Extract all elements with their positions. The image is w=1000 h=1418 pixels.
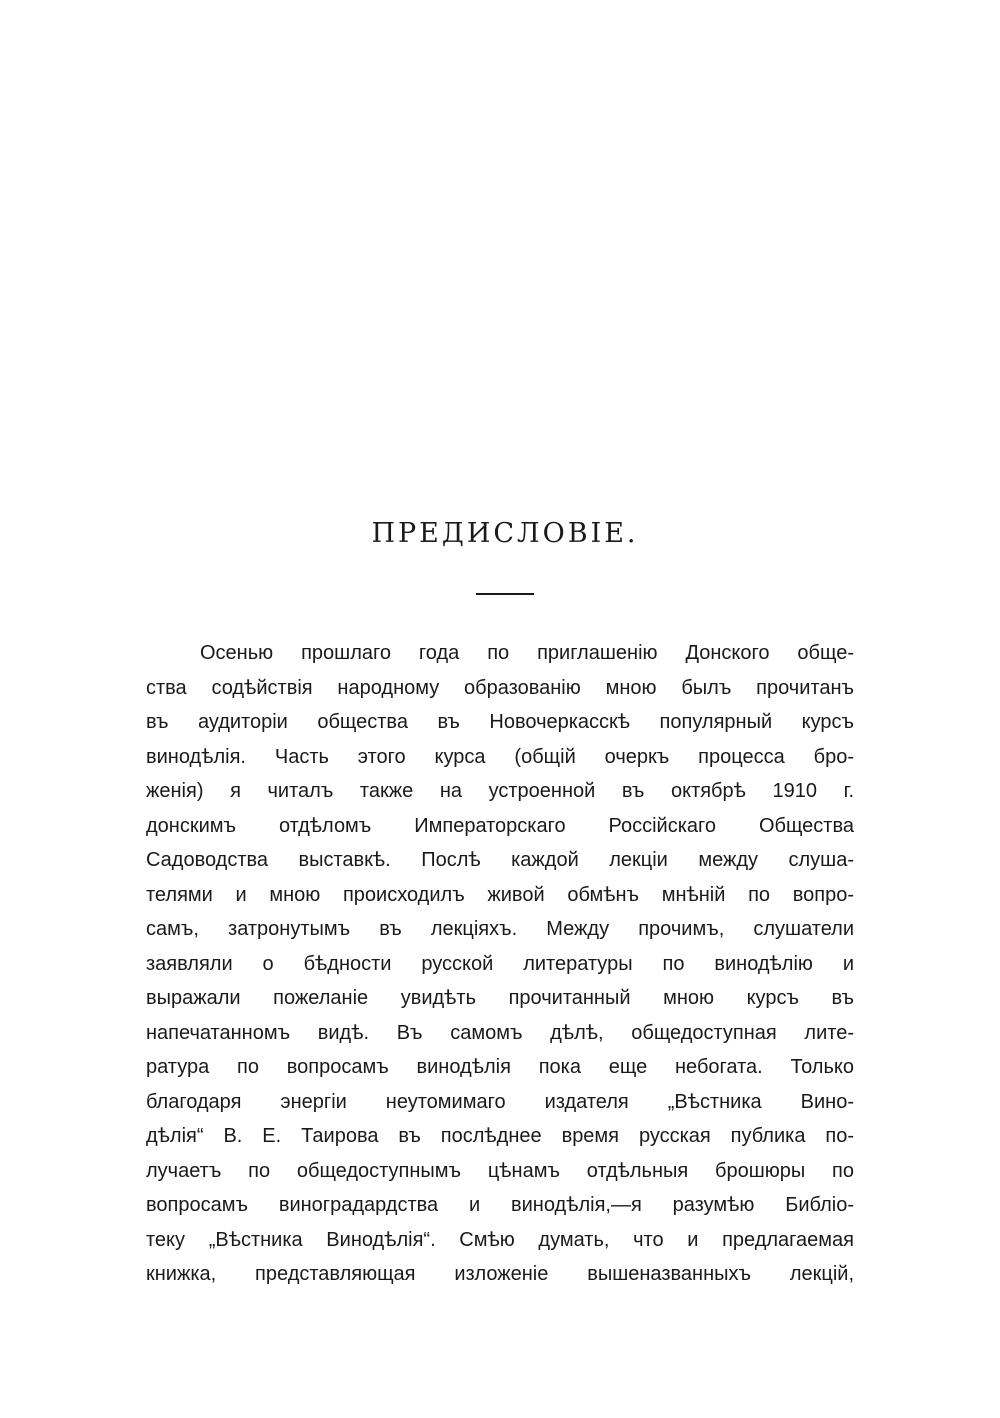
paragraph-line: напечатанномъ видѣ. Въ самомъ дѣлѣ, общедоступная лите- [146, 1021, 854, 1044]
paragraph-line: дѣлiя“ В. Е. Таирова въ послѣднее время русская публика по- [146, 1125, 854, 1147]
paragraph-line: въ аудиторiи общества въ Новочеркасскѣ популярный курсъ [146, 711, 854, 733]
preface-paragraph [146, 636, 854, 1292]
paragraph-line: теку „Вѣстника Винодѣлiя“. Смѣю думать, что и предлагаемая [146, 1228, 854, 1251]
paragraph-line: самъ, затронутымъ въ лекцiяхъ. Между прочимъ, слушатели [146, 918, 854, 940]
title-divider [476, 593, 534, 595]
paragraph-line: винодѣлiя. Часть этого курса (общiй очеркъ процесса бро- [146, 745, 854, 768]
paragraph-line: благодаря энергiи неутомимаго издателя „Вѣстника Вино- [146, 1090, 854, 1113]
page-title: ПРЕДИСЛОВIЕ. [371, 518, 639, 549]
paragraph-line: женiя) я читалъ также на устроенной въ октябрѣ 1910 г. [146, 780, 854, 802]
paragraph-line: ства содѣйствiя народному образованiю мною былъ прочитанъ [146, 676, 854, 699]
paragraph-line: лучаетъ по общедоступнымъ цѣнамъ отдѣльныя брошюры по [146, 1159, 854, 1182]
paragraph-line: ратура по вопросамъ винодѣлiя пока еще небогата. Только [146, 1056, 854, 1078]
paragraph-line: заявляли о бѣдности русской литературы по винодѣлiю и [146, 952, 854, 975]
paragraph-line: вопросамъ виноградардства и винодѣлiя,—я разумѣю Библiо- [146, 1194, 854, 1216]
paragraph-line: телями и мною происходилъ живой обмѣнъ мнѣнiй по вопро- [146, 883, 854, 906]
paragraph-line: книжка, представляющая изложенiе вышеназванныхъ лекцiй, [146, 1263, 854, 1285]
paragraph-line: Осенью прошлаго года по приглашенiю Донского обще- [200, 642, 854, 664]
paragraph-line: донскимъ отдѣломъ Императорскаго Россiйскаго Общества [146, 814, 854, 837]
paragraph-line: Садоводства выставкѣ. Послѣ каждой лекцiи между слуша- [146, 849, 854, 871]
paragraph-line: выражали пожеланiе увидѣть прочитанный мною курсъ въ [146, 987, 854, 1009]
